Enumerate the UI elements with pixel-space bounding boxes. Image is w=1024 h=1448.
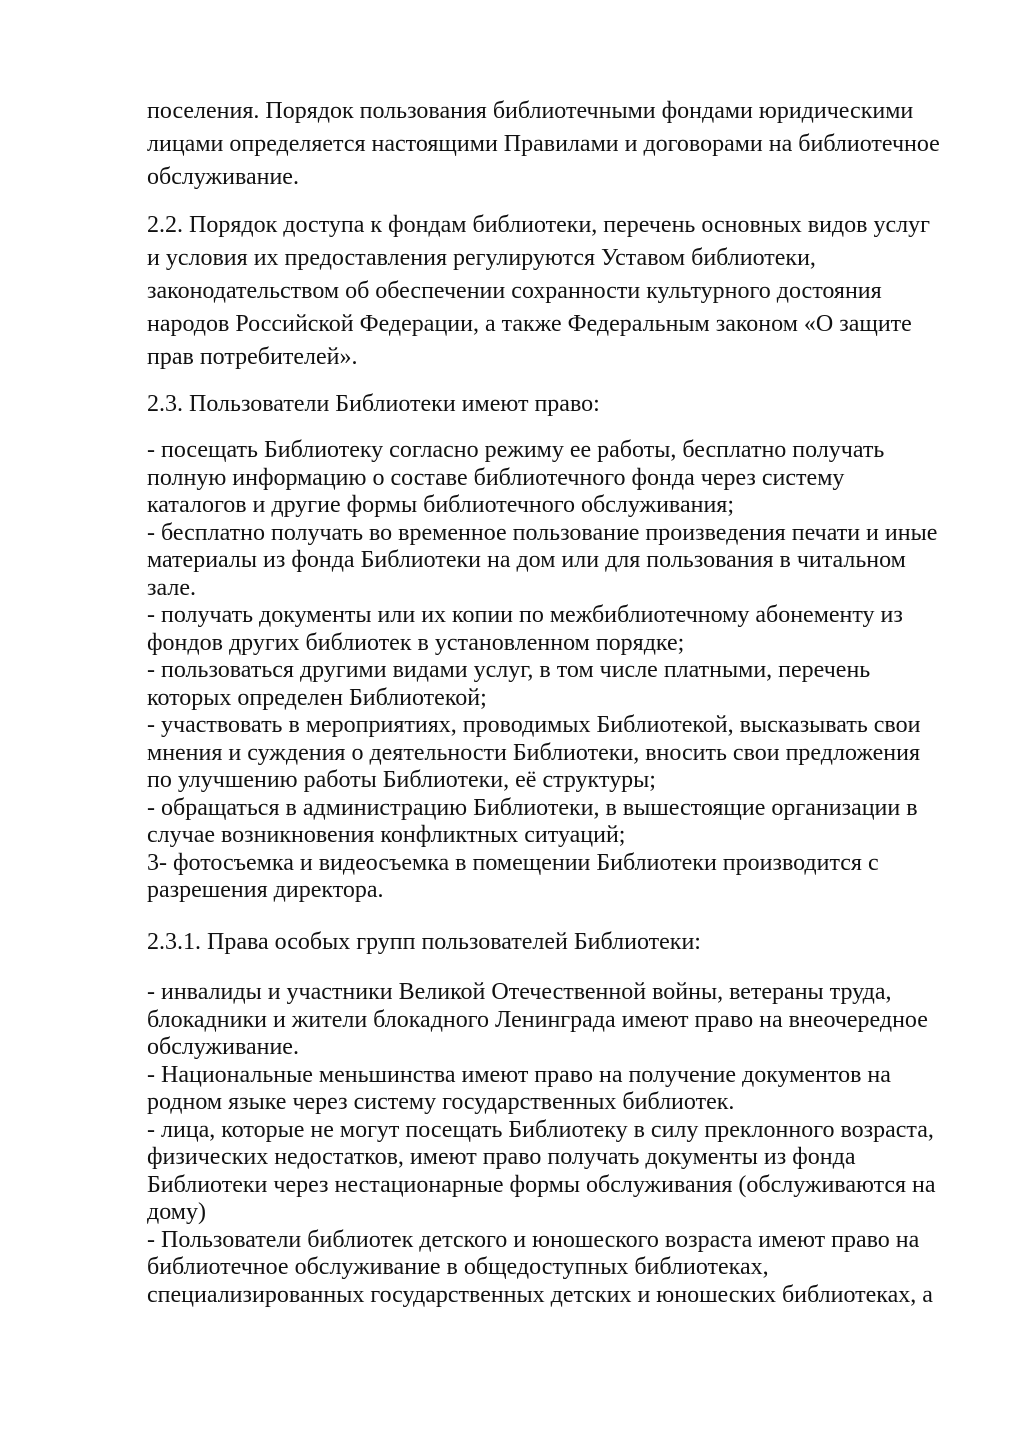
list-item: - обращаться в администрацию Библиотеки, в вышестоящие организации в [147,794,918,821]
list-item: - бесплатно получать во временное пользование произведения печати и иные [147,519,938,546]
list-item: родном языке через систему государственных библиотек. [147,1089,735,1115]
list-item: которых определен Библиотекой; [147,684,487,711]
list-item: зале. [147,574,196,601]
text-line: и условия их предоставления регулируются Уставом библиотеки, [147,245,816,271]
list-item: - Пользователи библиотек детского и юношеского возраста имеют право на [147,1226,920,1253]
list-item: - Национальные меньшинства имеют право на получение документов на [147,1061,891,1088]
text-line: 2.3. Пользователи Библиотеки имеют право: [147,391,600,417]
list-item: фондов других библиотек в установленном порядке; [147,629,685,656]
rights-list [147,437,937,905]
list-item: 3- фотосъемка и видеосъемка в помещении Библиотеки производится с [147,849,879,876]
paragraph-continuation [147,95,940,194]
list-item: обслуживание. [147,1034,299,1060]
list-item: дому) [147,1199,206,1225]
list-item: библиотечное обслуживание в общедоступных библиотеках, [147,1254,769,1280]
list-item: полную информацию о составе библиотечного фонда через систему [147,464,845,491]
text-line: 2.2. Порядок доступа к фондам библиотеки, перечень основных видов услуг [147,212,930,238]
list-item: по улучшению работы Библиотеки, её структуры; [147,767,656,793]
list-item: случае возникновения конфликтных ситуаций; [147,822,626,848]
text-line: поселения. Порядок пользования библиотечными фондами юридическими [147,98,914,124]
list-item: Библиотеки через нестационарные формы обслуживания (обслуживаются на [147,1171,936,1198]
special-groups-list [147,979,936,1309]
list-item: - лица, которые не могут посещать Библиотеку в силу преклонного возраста, [147,1116,934,1143]
list-item: - инвалиды и участники Великой Отечественной войны, ветераны труда, [147,979,892,1005]
text-line: лицами определяется настоящими Правилами и договорами на библиотечное [147,131,940,157]
text-line: законодательством об обеспечении сохранности культурного достояния [147,278,882,304]
list-item: каталогов и другие формы библиотечного обслуживания; [147,492,734,518]
list-item: блокадники и жители блокадного Ленинграда имеют право на внеочередное [147,1006,928,1033]
list-item: - участвовать в мероприятиях, проводимых Библиотекой, высказывать свои [147,712,921,738]
paragraph-2-3 [147,388,600,421]
list-item: разрешения директора. [147,877,384,903]
list-item: мнения и суждения о деятельности Библиотеки, вносить свои предложения [147,739,921,766]
list-item: физических недостатков, имеют право получать документы из фонда [147,1144,856,1170]
list-item: - посещать Библиотеку согласно режиму ее работы, бесплатно получать [147,437,885,463]
list-item: - пользоваться другими видами услуг, в том числе платными, перечень [147,657,871,683]
list-item: специализированных государственных детских и юношеских библиотеках, а [147,1281,933,1308]
paragraph-2-2 [147,209,930,374]
list-item: материалы из фонда Библиотеки на дом или для пользования в читальном [147,547,906,573]
text-line: прав потребителей». [147,344,358,370]
text-line: обслуживание. [147,164,299,190]
text-line: народов Российской Федерации, а также Федеральным законом «О защите [147,311,912,337]
list-item: - получать документы или их копии по межбиблиотечному абонементу из [147,602,903,628]
text-line: 2.3.1. Права особых групп пользователей Библиотеки: [147,929,701,955]
paragraph-2-3-1 [147,926,701,959]
